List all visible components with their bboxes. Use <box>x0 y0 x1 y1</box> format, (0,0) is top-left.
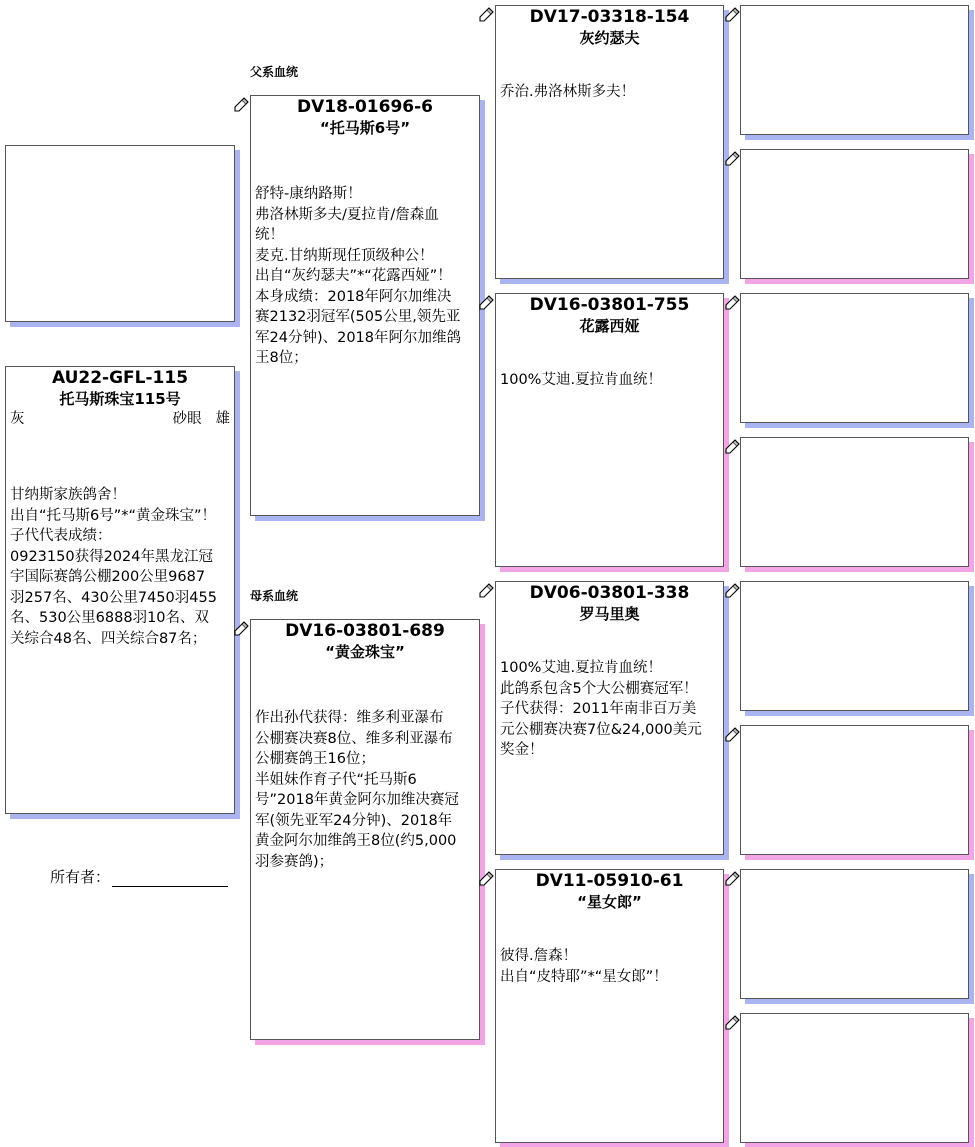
gg-card-8[interactable] <box>740 1013 969 1143</box>
pencil-icon[interactable] <box>724 6 740 22</box>
pencil-icon[interactable] <box>724 150 740 166</box>
pencil-icon[interactable] <box>724 438 740 454</box>
dam-notes <box>251 708 479 872</box>
pencil-icon[interactable] <box>478 6 494 22</box>
subject-ring: AU22-GFL-115 <box>51 368 189 388</box>
subject-line: 甘纳斯家族鸽舍！ <box>10 487 126 503</box>
ds-line: 子代获得：2011年南非百万美 <box>500 701 697 717</box>
photo-frame <box>5 145 235 322</box>
gg-card-3[interactable] <box>740 293 969 423</box>
dd-ring: DV11-05910-61 <box>535 871 684 891</box>
dam-name: “黄金珠宝” <box>325 643 405 661</box>
gg-card-1[interactable] <box>740 5 969 135</box>
dam-line: 作出孙代获得：维多利亚瀑布 <box>255 710 444 726</box>
pencil-icon[interactable] <box>478 870 494 886</box>
sire-ring: DV18-01696-6 <box>296 97 433 117</box>
dd-card[interactable] <box>495 869 724 1143</box>
sire-card[interactable] <box>250 95 480 516</box>
sire-line: 出自“灰约瑟夫”*“花露西娅”！ <box>255 268 452 284</box>
sire-line-label: 父系血统 <box>250 65 299 79</box>
sd-line: 100%艾迪.夏拉肯血统！ <box>500 372 663 388</box>
sire-line: 舒特-康纳路斯！ <box>255 186 362 202</box>
dam-line: 公棚赛鸽王16位； <box>255 751 375 767</box>
sire-line: 王8位； <box>255 350 308 366</box>
gg-card-5[interactable] <box>740 581 969 711</box>
sd-card[interactable] <box>495 293 724 567</box>
pencil-icon[interactable] <box>724 726 740 742</box>
subject-line: 羽257名、430公里7450羽455 <box>10 589 217 606</box>
dam-ring: DV16-03801-689 <box>285 621 445 641</box>
pencil-icon[interactable] <box>233 620 249 636</box>
gg-card-4[interactable] <box>740 437 969 567</box>
subject-line: 出自“托马斯6号”*“黄金珠宝”！ <box>10 507 217 524</box>
subject-line: 宇国际赛鸽公棚200公里9687 <box>10 569 206 585</box>
ds-card[interactable] <box>495 581 724 855</box>
dam-card[interactable] <box>250 619 480 1040</box>
pencil-icon[interactable] <box>478 294 494 310</box>
dam-line-label: 母系血统 <box>250 589 299 603</box>
dam-line: 黄金阿尔加维鸽王8位(约5,000 <box>255 833 457 849</box>
ss-card[interactable] <box>495 5 724 279</box>
sire-name: “托马斯6号” <box>319 119 411 137</box>
subject-color: 灰 <box>10 411 25 427</box>
subject-eye: 砂眼 <box>172 411 202 427</box>
pencil-icon[interactable] <box>724 582 740 598</box>
sd-ring: DV16-03801-755 <box>529 295 690 315</box>
sd-notes <box>496 370 723 391</box>
sire-line: 赛2132羽冠军(505公里,领先亚 <box>255 309 461 325</box>
subject-notes <box>6 485 234 649</box>
subject-line: 名、530公里6888羽10名、双 <box>10 610 210 626</box>
ds-line: 100%艾迪.夏拉肯血统！ <box>500 660 663 676</box>
sire-line: 本身成绩：2018年阿尔加维决 <box>255 288 452 305</box>
gg-card-7[interactable] <box>740 869 969 999</box>
ds-line: 元公棚赛决赛7位&24,000美元 <box>500 721 702 738</box>
pencil-icon[interactable] <box>724 294 740 310</box>
sire-line: 弗洛林斯多夫/夏拉肯/詹森血 <box>255 206 439 223</box>
dam-line: 羽参赛鸽)； <box>255 853 334 870</box>
subject-card[interactable] <box>5 366 235 814</box>
sire-line: 统！ <box>255 227 284 243</box>
ds-name: 罗马里奥 <box>579 605 640 623</box>
gg-card-2[interactable] <box>740 149 969 279</box>
subject-sex: 雄 <box>215 411 230 427</box>
ds-ring: DV06-03801-338 <box>529 583 690 603</box>
owner-label: 所有者： <box>50 868 111 886</box>
gg-card-6[interactable] <box>740 725 969 855</box>
dd-line: 彼得.詹森！ <box>500 948 578 964</box>
dam-line: 号”2018年黄金阿尔加维决赛冠 <box>255 792 459 808</box>
pencil-icon[interactable] <box>724 1014 740 1030</box>
owner-line[interactable] <box>112 870 228 887</box>
subject-line: 关综合48名、四关综合87名； <box>10 630 207 647</box>
ss-notes <box>496 82 723 103</box>
sire-notes <box>251 184 479 369</box>
dd-notes <box>496 946 723 987</box>
pencil-icon[interactable] <box>478 582 494 598</box>
dam-line: 公棚赛决赛8位、维多利亚瀑布 <box>255 730 453 747</box>
dd-name: “星女郎” <box>577 893 642 911</box>
dd-line: 出自“皮特耶”*“星女郎”！ <box>500 968 668 985</box>
subject-name: 托马斯珠宝115号 <box>59 390 181 408</box>
sire-line: 麦克.甘纳斯现任顶级种公！ <box>255 247 434 264</box>
pencil-icon[interactable] <box>724 870 740 886</box>
sire-line: 军24分钟)、2018年阿尔加维鸽 <box>255 329 462 346</box>
pencil-icon[interactable] <box>233 96 249 112</box>
ss-ring: DV17-03318-154 <box>529 7 690 27</box>
ds-line: 此鸽系包含5个大公棚赛冠军！ <box>500 680 698 697</box>
subject-line: 0923150获得2024年黑龙江冠 <box>10 548 213 565</box>
ds-notes <box>496 658 723 761</box>
ds-line: 奖金！ <box>500 742 544 758</box>
sd-name: 花露西娅 <box>579 317 640 335</box>
owner-field[interactable] <box>50 866 228 887</box>
subject-line: 子代代表成绩： <box>10 528 112 544</box>
ss-line: 乔治.弗洛林斯多夫！ <box>500 84 636 100</box>
ss-name: 灰约瑟夫 <box>579 29 640 47</box>
dam-line: 军(领先亚军24分钟)、2018年 <box>255 812 453 829</box>
subject-attrs <box>6 409 234 429</box>
dam-line: 半姐妹作育子代“托马斯6 <box>255 771 417 788</box>
